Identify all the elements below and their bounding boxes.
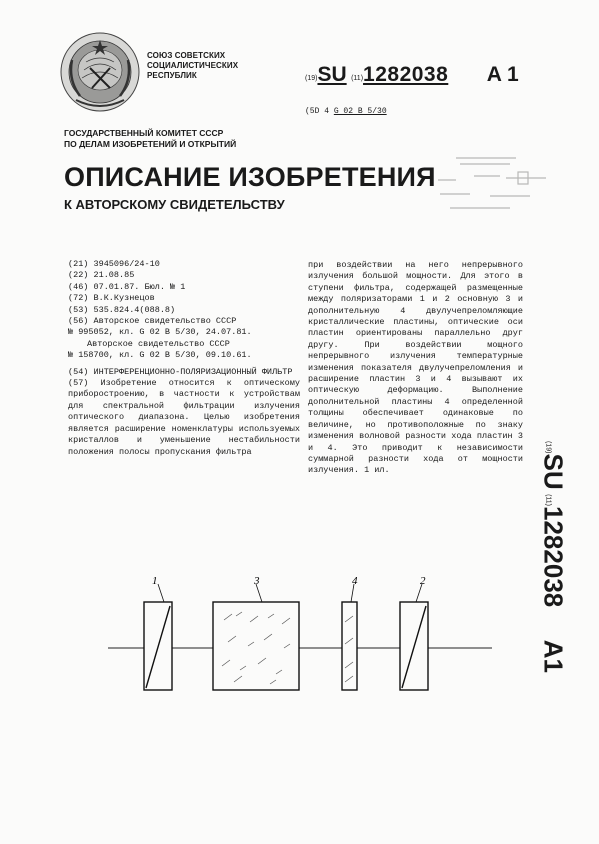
committee-line-2: ПО ДЕЛАМ ИЗОБРЕТЕНИЙ И ОТКРЫТИЙ xyxy=(64,139,237,149)
state-emblem-seal xyxy=(58,30,142,114)
patent-number: 1282038 xyxy=(363,63,449,86)
abstract-continuation-text: при воздействии на него непрерывного излучения большой мощности. Для этого в ступени фильтра, содержащей размещенные между поляризаторами 1 и 2 основную 3 и дополнительную 4 двулучепреломляющие кристаллические пластины, оптические оси пластин ориентированы параллельно друг другу. При воздействии мощного непрерывного излучения температурные изменения показателя двулучепреломления и расширение пластин 3 и 4 вызывают их оптическую деформацию. Выполнение дополнительной пластины 4 определенной толщины обеспечивает одинаковые по величине, но противоположные по знаку изменения волновой разности хода пластин 3 и 4. Это приводит к независимости суммарной разности хода от мощности излучения. 1 ил. xyxy=(308,260,523,476)
field-22-filing-date: (22) 21.08.85 xyxy=(68,270,135,281)
side-patent-number: 1282038 xyxy=(538,506,569,608)
side-kind-code: A1 xyxy=(538,639,569,673)
document-subtitle: К АВТОРСКОМУ СВИДЕТЕЛЬСТВУ xyxy=(64,197,285,212)
field-56-reference-1-detail: № 995052, кл. G 02 B 5/30, 24.07.81. xyxy=(68,327,252,338)
library-stamp xyxy=(430,146,555,216)
field-56-reference-2: Авторское свидетельство СССР xyxy=(87,338,230,349)
label-additional-plate-4: 4 xyxy=(352,575,358,587)
union-line-1: СОЮЗ СОВЕТСКИХ xyxy=(147,51,226,60)
label-main-plate-3: 3 xyxy=(254,575,260,587)
committee-name xyxy=(64,128,236,150)
union-name xyxy=(147,51,238,81)
document-title: ОПИСАНИЕ ИЗОБРЕТЕНИЯ xyxy=(64,162,436,192)
side-code-11: (11) xyxy=(544,494,552,507)
field-72-inventor: (72) В.К.Кузнецов xyxy=(68,293,155,304)
field-56-reference-2-detail: № 158700, кл. G 02 B 5/30, 09.10.61. xyxy=(68,350,252,361)
side-code-19: (19) xyxy=(544,441,552,454)
field-46-publication-date: (46) 07.01.87. Бюл. № 1 xyxy=(68,281,186,292)
ipc-code: (5D 4 xyxy=(305,107,330,116)
field-54-title: (54) ИНТЕРФЕРЕНЦИОННО-ПОЛЯРИЗАЦИОННЫЙ ФИЛЬТР xyxy=(68,366,293,377)
side-publication-number xyxy=(528,432,578,682)
field-53-udc: (53) 535.824.4(088.8) xyxy=(68,304,176,315)
polarizer-2 xyxy=(400,575,428,690)
publication-number xyxy=(305,63,519,87)
country-code: SU xyxy=(317,63,347,86)
kind-code: A 1 xyxy=(486,63,519,86)
field-56-reference-1: (56) Авторское свидетельство СССР xyxy=(68,316,237,327)
field-21-application-number: (21) 3945096/24-10 xyxy=(68,259,160,269)
code-11: (11) xyxy=(351,75,364,82)
main-crystal-plate-3 xyxy=(213,575,299,690)
ipc-class: G 02 B 5/30 xyxy=(333,107,387,116)
abstract-continuation xyxy=(308,260,523,477)
label-polarizer-1: 1 xyxy=(152,575,158,587)
ipc-classification xyxy=(305,107,387,116)
bibliographic-data xyxy=(68,259,300,458)
union-line-3: РЕСПУБЛИК xyxy=(147,71,197,80)
label-polarizer-2: 2 xyxy=(420,575,426,587)
polarizer-1 xyxy=(144,575,172,690)
union-line-2: СОЦИАЛИСТИЧЕСКИХ xyxy=(147,61,239,70)
field-57-abstract: (57) Изобретение относится к оптическому приборостроению, в частности к устройствам для спектральной фильтрации излучения оптического диапазона. Целью изобретения является расширение номенклатуры используемых кристаллов и уменьшение нестабильности положения полосы пропускания фильтра xyxy=(68,378,300,457)
additional-crystal-plate-4 xyxy=(342,575,358,690)
filter-schematic-figure xyxy=(100,570,500,700)
code-19: (19) xyxy=(305,75,318,82)
committee-line-1: ГОСУДАРСТВЕННЫЙ КОМИТЕТ СССР xyxy=(64,128,224,138)
side-country-code: SU xyxy=(538,453,569,490)
